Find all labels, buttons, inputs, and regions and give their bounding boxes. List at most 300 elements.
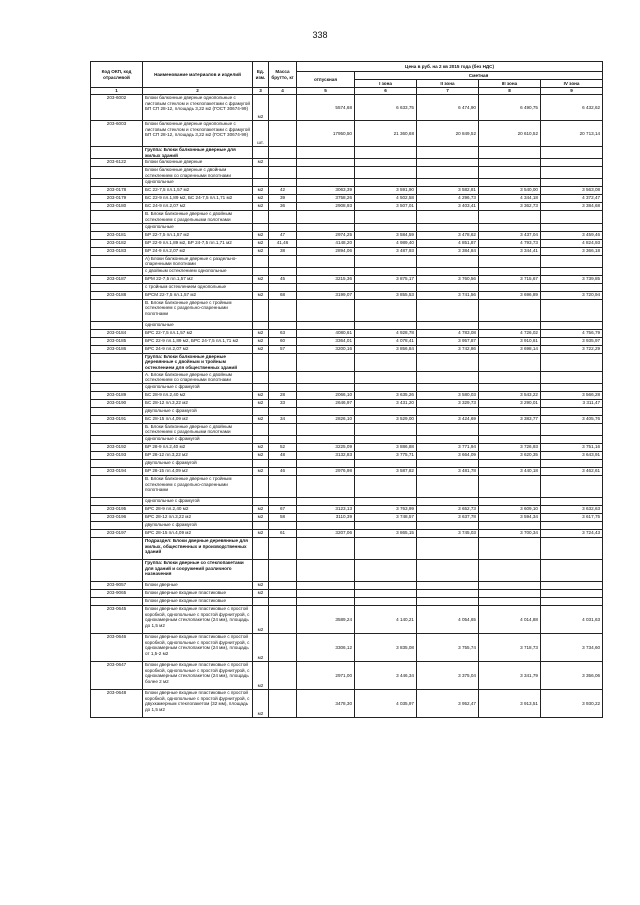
header-zone-2: II зона (417, 80, 479, 88)
row-price-zone-3 (479, 211, 541, 223)
row-code (91, 497, 143, 505)
table-row (91, 633, 603, 661)
row-name: А. Блоки балконные дверные с двойным остеклением со спаренными полотнами (143, 371, 253, 383)
row-mass (269, 267, 297, 275)
row-price-zone-3 (479, 353, 541, 371)
row-unit (253, 353, 269, 371)
row-code: 203-0189 (91, 391, 143, 399)
row-mass (269, 689, 297, 717)
row-price-otpusknaya: 3200,16 (297, 345, 355, 353)
row-price-zone-3: 3 715,67 (479, 275, 541, 283)
row-price-zone-2: 3 481,78 (417, 467, 479, 475)
col-number: 6 (355, 88, 417, 95)
row-price-zone-4: 4 031,63 (541, 605, 603, 633)
row-mass: 33 (269, 399, 297, 407)
row-price-zone-1 (355, 159, 417, 167)
row-price-zone-3: 3 696,89 (479, 291, 541, 299)
row-price-zone-2: 6 474,90 (417, 95, 479, 121)
row-mass: 28 (269, 391, 297, 399)
row-price-zone-4: 4 824,93 (541, 239, 603, 247)
row-price-zone-1: 3 431,20 (355, 399, 417, 407)
row-unit: м2 (253, 443, 269, 451)
row-unit: м2 (253, 661, 269, 689)
row-price-zone-4 (541, 371, 603, 383)
row-price-zone-4 (541, 475, 603, 497)
row-price-zone-3: 3 344,41 (479, 247, 541, 255)
table-row (91, 211, 603, 223)
row-price-zone-1: 3 587,82 (355, 467, 417, 475)
table-row (91, 283, 603, 291)
row-price-zone-3: 3 437,04 (479, 231, 541, 239)
row-code: 203-0197 (91, 529, 143, 537)
table-row (91, 239, 603, 247)
price-table (90, 61, 603, 718)
table-row (91, 383, 603, 391)
row-name: однопольные с фрамугой (143, 435, 253, 443)
row-mass (269, 581, 297, 589)
row-code (91, 321, 143, 329)
row-code: 203-0192 (91, 443, 143, 451)
row-price-zone-2 (417, 223, 479, 231)
row-name: однопольные (143, 321, 253, 329)
row-code (91, 211, 143, 223)
row-price-zone-3 (479, 283, 541, 291)
row-mass (269, 179, 297, 187)
row-code: 203-0184 (91, 329, 143, 337)
row-name: однопольные (143, 179, 253, 187)
row-price-zone-1 (355, 255, 417, 267)
row-price-zone-1 (355, 147, 417, 159)
row-price-zone-4: 3 366,18 (541, 247, 603, 255)
row-name: БС 28-15 пл.4,09 м2 (143, 415, 253, 423)
row-price-otpusknaya: 2971,00 (297, 661, 355, 689)
row-unit (253, 383, 269, 391)
row-price-zone-1: 3 591,90 (355, 187, 417, 195)
row-price-zone-4 (541, 211, 603, 223)
header-zone-1: I зона (355, 80, 417, 88)
row-code: 203-0196 (91, 513, 143, 521)
page-number: 338 (312, 30, 328, 40)
col-number: 2 (143, 88, 253, 95)
row-unit: м2 (253, 451, 269, 459)
row-code (91, 435, 143, 443)
row-price-zone-1 (355, 435, 417, 443)
table-row (91, 195, 603, 203)
row-name: В. Блоки балконные дверные с двойным остеклением с раздельными полотнами (143, 211, 253, 223)
row-price-otpusknaya (297, 475, 355, 497)
row-price-otpusknaya: 17950,50 (297, 121, 355, 147)
table-row (91, 597, 603, 605)
row-price-otpusknaya: 2894,06 (297, 247, 355, 255)
row-unit: шт. (253, 121, 269, 147)
row-unit (253, 255, 269, 267)
row-unit (253, 283, 269, 291)
col-number: 4 (269, 88, 297, 95)
row-name: БР 24-9 пл.2,07 м2 (143, 247, 253, 255)
row-code (91, 283, 143, 291)
row-mass (269, 353, 297, 371)
row-price-zone-4: 3 462,61 (541, 467, 603, 475)
row-price-zone-2: 20 849,52 (417, 121, 479, 147)
row-code (91, 223, 143, 231)
row-price-otpusknaya: 3123,13 (297, 505, 355, 513)
row-mass: 57 (269, 345, 297, 353)
row-mass (269, 383, 297, 391)
row-price-zone-4: 3 563,08 (541, 187, 603, 195)
row-mass (269, 521, 297, 529)
row-price-zone-1: 3 775,71 (355, 451, 417, 459)
row-mass: 38 (269, 247, 297, 255)
row-mass: 61 (269, 529, 297, 537)
row-mass: 58 (269, 513, 297, 521)
row-code: 203-0646 (91, 633, 143, 661)
row-name: Блоки дверные входные пластиковые с простой коробкой, однопольные с простой фурнитурой, с однокамерным стеклопакетом (24 мм), площадь более 2 м2 (143, 661, 253, 689)
row-price-zone-2 (417, 179, 479, 187)
header-zone-3: III зона (479, 80, 541, 88)
row-name: Блоки балконные дверные однопольные с листовым стеклом и стеклопакетами с фрамугой БП СП 28-12, площадь 3,22 м2 (ГОСТ 30674-99) (143, 121, 253, 147)
row-code (91, 475, 143, 497)
row-name: БРМ 22-7,5 пл.1,57 м2 (143, 275, 253, 283)
row-code: 203-0185 (91, 337, 143, 345)
row-price-zone-4 (541, 423, 603, 435)
row-price-otpusknaya (297, 597, 355, 605)
row-name: БР 28-12 пл.3,22 м2 (143, 451, 253, 459)
row-name: В. Блоки балконные дверные с тройным остеклением с раздельно-спаренными полотнами (143, 475, 253, 497)
row-price-zone-4: 3 734,60 (541, 633, 603, 661)
table-row (91, 121, 603, 147)
row-price-zone-4: 3 751,16 (541, 443, 603, 451)
row-price-zone-2 (417, 559, 479, 581)
row-name: двупольные с фрамугой (143, 521, 253, 529)
row-unit: м2 (253, 231, 269, 239)
row-price-zone-2 (417, 423, 479, 435)
row-name: БС 24-9 пл.2,07 м2 (143, 203, 253, 211)
row-price-zone-4 (541, 559, 603, 581)
row-mass (269, 299, 297, 321)
row-mass: 47 (269, 231, 297, 239)
row-price-zone-4: 3 566,28 (541, 391, 603, 399)
row-price-zone-2: 3 384,84 (417, 247, 479, 255)
row-mass: 41,46 (269, 239, 297, 247)
row-code (91, 383, 143, 391)
row-price-zone-2 (417, 497, 479, 505)
table-row (91, 95, 603, 121)
row-unit: м2 (253, 399, 269, 407)
row-price-zone-4 (541, 321, 603, 329)
row-mass (269, 371, 297, 383)
row-price-zone-1 (355, 475, 417, 497)
row-code: 203-9057 (91, 581, 143, 589)
row-mass (269, 537, 297, 559)
row-name: однопольные (143, 223, 253, 231)
table-row (91, 497, 603, 505)
row-name: Блоки балконные дверные с двойным остеклением со спаренными полотнами (143, 167, 253, 179)
row-price-zone-3 (479, 597, 541, 605)
row-price-zone-1 (355, 581, 417, 589)
row-mass: 36 (269, 203, 297, 211)
row-price-zone-4: 3 632,63 (541, 505, 603, 513)
row-name: двупольные с фрамугой (143, 459, 253, 467)
row-price-zone-4: 3 724,43 (541, 529, 603, 537)
row-code (91, 353, 143, 371)
row-unit (253, 211, 269, 223)
row-name: Группа: Блоки дверные со стеклопакетами для зданий и сооружений различного назначения (143, 559, 253, 581)
row-price-zone-2: 3 755,74 (417, 633, 479, 661)
table-row (91, 661, 603, 689)
row-price-otpusknaya (297, 321, 355, 329)
col-number: 5 (297, 88, 355, 95)
row-price-zone-2: 3 424,69 (417, 415, 479, 423)
row-mass: 52 (269, 443, 297, 451)
header-mass: Масса брутто, кг (269, 62, 297, 88)
row-price-zone-4: 4 372,47 (541, 195, 603, 203)
row-unit (253, 521, 269, 529)
row-price-zone-3 (479, 521, 541, 529)
row-code: 203-0647 (91, 661, 143, 689)
row-price-zone-3: 3 609,10 (479, 505, 541, 513)
row-name: БР 28-15 пл.4,09 м2 (143, 467, 253, 475)
row-name: Группа: Блоки балконные дверные для жилых зданий (143, 147, 253, 159)
row-price-zone-1 (355, 383, 417, 391)
row-price-zone-1: 6 633,75 (355, 95, 417, 121)
row-price-zone-2 (417, 371, 479, 383)
row-code: 203-0187 (91, 275, 143, 283)
row-price-zone-4: 3 356,06 (541, 661, 603, 689)
row-price-zone-1: 3 635,26 (355, 391, 417, 399)
row-unit (253, 459, 269, 467)
row-mass (269, 283, 297, 291)
row-price-zone-4: 3 930,22 (541, 689, 603, 717)
table-row (91, 689, 603, 717)
row-unit: м2 (253, 329, 269, 337)
row-price-zone-3: 3 290,01 (479, 399, 541, 407)
row-price-otpusknaya: 2974,25 (297, 231, 355, 239)
row-name: с двойным остеклением однопольные (143, 267, 253, 275)
row-price-zone-1 (355, 537, 417, 559)
row-name: Б. Блоки балконные дверные с двойным остеклением с раздельными полотнами (143, 423, 253, 435)
row-price-otpusknaya (297, 521, 355, 529)
row-price-zone-2: 3 329,73 (417, 399, 479, 407)
col-number: 9 (541, 88, 603, 95)
table-row (91, 187, 603, 195)
row-unit (253, 179, 269, 187)
table-row (91, 337, 603, 345)
row-price-zone-1 (355, 353, 417, 371)
row-price-zone-2 (417, 475, 479, 497)
row-price-zone-2 (417, 407, 479, 415)
row-code (91, 255, 143, 267)
row-price-zone-2 (417, 159, 479, 167)
row-price-zone-4 (541, 435, 603, 443)
row-price-zone-2 (417, 459, 479, 467)
row-code (91, 597, 143, 605)
row-code: 203-6002 (91, 95, 143, 121)
row-unit: м2 (253, 275, 269, 283)
row-mass (269, 121, 297, 147)
row-price-otpusknaya (297, 435, 355, 443)
row-price-zone-1 (355, 423, 417, 435)
row-price-zone-4 (541, 147, 603, 159)
row-unit: м2 (253, 529, 269, 537)
row-unit: м2 (253, 689, 269, 717)
table-row (91, 443, 603, 451)
row-price-otpusknaya: 2646,97 (297, 399, 355, 407)
row-unit: м2 (253, 337, 269, 345)
row-price-zone-3: 4 014,88 (479, 605, 541, 633)
row-price-zone-1 (355, 167, 417, 179)
row-unit: м2 (253, 589, 269, 597)
row-price-zone-3 (479, 383, 541, 391)
row-price-zone-3: 6 490,75 (479, 95, 541, 121)
row-price-zone-2: 3 637,78 (417, 513, 479, 521)
row-mass (269, 435, 297, 443)
row-price-otpusknaya (297, 283, 355, 291)
row-name: двупольные с фрамугой (143, 407, 253, 415)
row-price-otpusknaya (297, 223, 355, 231)
row-code: 203-0180 (91, 203, 143, 211)
row-price-otpusknaya: 4148,20 (297, 239, 355, 247)
row-price-zone-1 (355, 321, 417, 329)
row-price-otpusknaya (297, 371, 355, 383)
row-price-zone-4 (541, 167, 603, 179)
row-price-zone-1: 4 989,40 (355, 239, 417, 247)
table-row (91, 371, 603, 383)
row-name: БС 22-7,5 пл.1,57 м2 (143, 187, 253, 195)
row-unit (253, 475, 269, 497)
row-mass (269, 211, 297, 223)
row-price-zone-2 (417, 283, 479, 291)
table-row (91, 529, 603, 537)
row-price-zone-1: 4 502,58 (355, 195, 417, 203)
col-number: 1 (91, 88, 143, 95)
table-row (91, 459, 603, 467)
row-mass (269, 159, 297, 167)
row-price-zone-1: 3 886,88 (355, 443, 417, 451)
row-unit (253, 167, 269, 179)
row-code (91, 521, 143, 529)
row-code (91, 179, 143, 187)
row-price-zone-3 (479, 147, 541, 159)
row-name: Подраздел: Блоки дверные деревянные для жилых, общественных и производственных зданий (143, 537, 253, 559)
row-price-zone-1 (355, 283, 417, 291)
table-row (91, 159, 603, 167)
row-price-zone-1: 3 865,15 (355, 529, 417, 537)
table-row (91, 203, 603, 211)
row-unit: м2 (253, 159, 269, 167)
table-row (91, 521, 603, 529)
row-mass (269, 497, 297, 505)
table-body (91, 95, 603, 718)
row-mass (269, 167, 297, 179)
row-price-zone-1 (355, 211, 417, 223)
row-price-otpusknaya: 3132,83 (297, 451, 355, 459)
row-name: БРС 28-15 пл.4,09 м2 (143, 529, 253, 537)
row-price-zone-2 (417, 589, 479, 597)
table-row (91, 505, 603, 513)
table-row (91, 223, 603, 231)
row-price-zone-2: 3 741,56 (417, 291, 479, 299)
row-price-zone-4: 3 720,94 (541, 291, 603, 299)
row-code (91, 299, 143, 321)
row-name: БР 22-7,5 пл.1,57 м2 (143, 231, 253, 239)
row-price-zone-1: 4 078,41 (355, 337, 417, 345)
header-name: Наименование материалов и изделий (143, 62, 253, 88)
row-price-zone-4: 3 405,76 (541, 415, 603, 423)
row-price-zone-2 (417, 521, 479, 529)
row-price-zone-1: 3 835,08 (355, 633, 417, 661)
row-unit: м2 (253, 605, 269, 633)
row-code: 203-0178 (91, 187, 143, 195)
row-mass: 42 (269, 187, 297, 195)
table-row (91, 605, 603, 633)
row-price-otpusknaya: 5574,68 (297, 95, 355, 121)
row-price-zone-2 (417, 211, 479, 223)
row-code (91, 147, 143, 159)
row-price-zone-4 (541, 459, 603, 467)
row-price-zone-3: 3 700,34 (479, 529, 541, 537)
row-code (91, 423, 143, 435)
row-name: БС 22-9 пл.1,89 м2, БС 24-7,5 пл.1,71 м2 (143, 195, 253, 203)
row-unit: м2 (253, 505, 269, 513)
row-price-zone-2 (417, 353, 479, 371)
row-price-zone-3 (479, 537, 541, 559)
row-price-zone-1 (355, 407, 417, 415)
row-price-zone-4 (541, 223, 603, 231)
row-price-zone-2 (417, 321, 479, 329)
table-row (91, 415, 603, 423)
row-price-zone-1: 3 763,99 (355, 505, 417, 513)
row-price-zone-2: 3 760,56 (417, 275, 479, 283)
row-price-zone-1: 3 856,84 (355, 345, 417, 353)
row-name: с тройным остеклением однопольные (143, 283, 253, 291)
row-price-zone-4 (541, 383, 603, 391)
row-mass (269, 423, 297, 435)
row-price-zone-2 (417, 267, 479, 275)
row-price-otpusknaya: 2908,93 (297, 203, 355, 211)
row-price-zone-4 (541, 537, 603, 559)
row-name: В. Блоки балконные дверные с тройным остеклением с раздельно-спаренными полотнами (143, 299, 253, 321)
row-unit: м2 (253, 247, 269, 255)
row-name: Блоки дверные входные пластиковые с простой коробкой, однопольные с простой фурнитурой, с двухкамерным стеклопакетом (32 мм), площадь до 1,5 м2 (143, 689, 253, 717)
row-price-zone-3 (479, 497, 541, 505)
row-name: Блоки балконные дверные (143, 159, 253, 167)
row-code: 203-0191 (91, 415, 143, 423)
row-code: 203-9065 (91, 589, 143, 597)
row-name: Блоки балконные дверные однопольные с листовым стеклом и стеклопакетами с фрамугой БП СП 28-12, площадь 3,22 м2 (ГОСТ 30674-99) (143, 95, 253, 121)
row-price-otpusknaya (297, 383, 355, 391)
table-row (91, 329, 603, 337)
row-mass: 48 (269, 451, 297, 459)
row-price-zone-1: 3 875,17 (355, 275, 417, 283)
row-mass (269, 661, 297, 689)
table-row (91, 321, 603, 329)
row-mass (269, 255, 297, 267)
row-price-otpusknaya (297, 459, 355, 467)
row-price-zone-3: 3 913,51 (479, 689, 541, 717)
row-price-zone-2: 3 375,04 (417, 661, 479, 689)
row-code: 203-0183 (91, 247, 143, 255)
row-unit: м2 (253, 391, 269, 399)
row-code: 203-0182 (91, 239, 143, 247)
row-mass (269, 597, 297, 605)
row-price-zone-2 (417, 167, 479, 179)
row-code: 203-6003 (91, 121, 143, 147)
row-price-zone-4: 4 756,79 (541, 329, 603, 337)
row-mass: 45 (269, 275, 297, 283)
row-price-zone-4: 3 643,91 (541, 451, 603, 459)
row-price-zone-3 (479, 589, 541, 597)
row-price-otpusknaya: 3225,09 (297, 443, 355, 451)
